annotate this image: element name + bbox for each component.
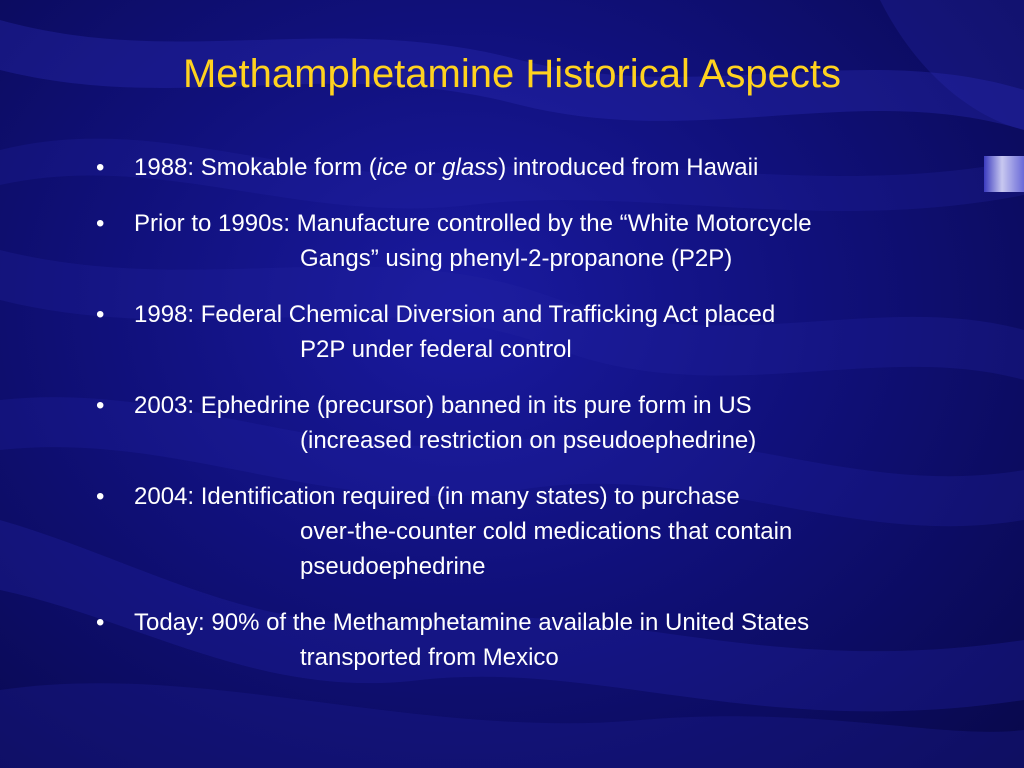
- bullet-dot: •: [96, 154, 105, 181]
- bullet-line: Prior to 1990s: Manufacture controlled by the “White Motorcycle: [134, 210, 812, 237]
- bullet-line: 2004: Identification required (in many states) to purchase: [134, 483, 740, 510]
- text-run: 1988: Smokable form (: [134, 154, 377, 181]
- bullet-dot: •: [96, 609, 105, 636]
- bullet-item: [96, 479, 996, 584]
- bullet-line: Today: 90% of the Methamphetamine available in United States: [134, 609, 810, 636]
- bullet-continuation: pseudoephedrine: [300, 553, 486, 580]
- bullet-item: [96, 605, 996, 675]
- bullet-dot: •: [96, 392, 105, 419]
- bullet-continuation: P2P under federal control: [300, 336, 572, 363]
- bullet-dot: •: [96, 301, 105, 328]
- bullet-item: [96, 297, 996, 367]
- bullet-dot: •: [96, 210, 105, 237]
- bullet-dot: •: [96, 483, 105, 510]
- bullet-line: 2003: Ephedrine (precursor) banned in its pure form in US: [134, 392, 752, 419]
- italic-term: ice: [376, 154, 408, 181]
- italic-term: glass: [442, 154, 499, 181]
- text-run: or: [407, 154, 443, 181]
- bullet-list: [96, 150, 996, 696]
- text-run: ) introduced from Hawaii: [498, 154, 759, 181]
- bullet-continuation: Gangs” using phenyl-2-propanone (P2P): [300, 245, 733, 272]
- bullet-continuation: transported from Mexico: [300, 644, 559, 671]
- bullet-continuation: (increased restriction on pseudoephedrine): [300, 427, 757, 454]
- bullet-line: 1998: Federal Chemical Diversion and Trafficking Act placed: [134, 301, 776, 328]
- bullet-continuation: over-the-counter cold medications that contain: [300, 518, 793, 545]
- bullet-item: [96, 150, 996, 185]
- bullet-item: [96, 388, 996, 458]
- slide-title: Methamphetamine Historical Aspects: [182, 52, 842, 96]
- bullet-line: [134, 150, 996, 185]
- bullet-item: [96, 206, 996, 276]
